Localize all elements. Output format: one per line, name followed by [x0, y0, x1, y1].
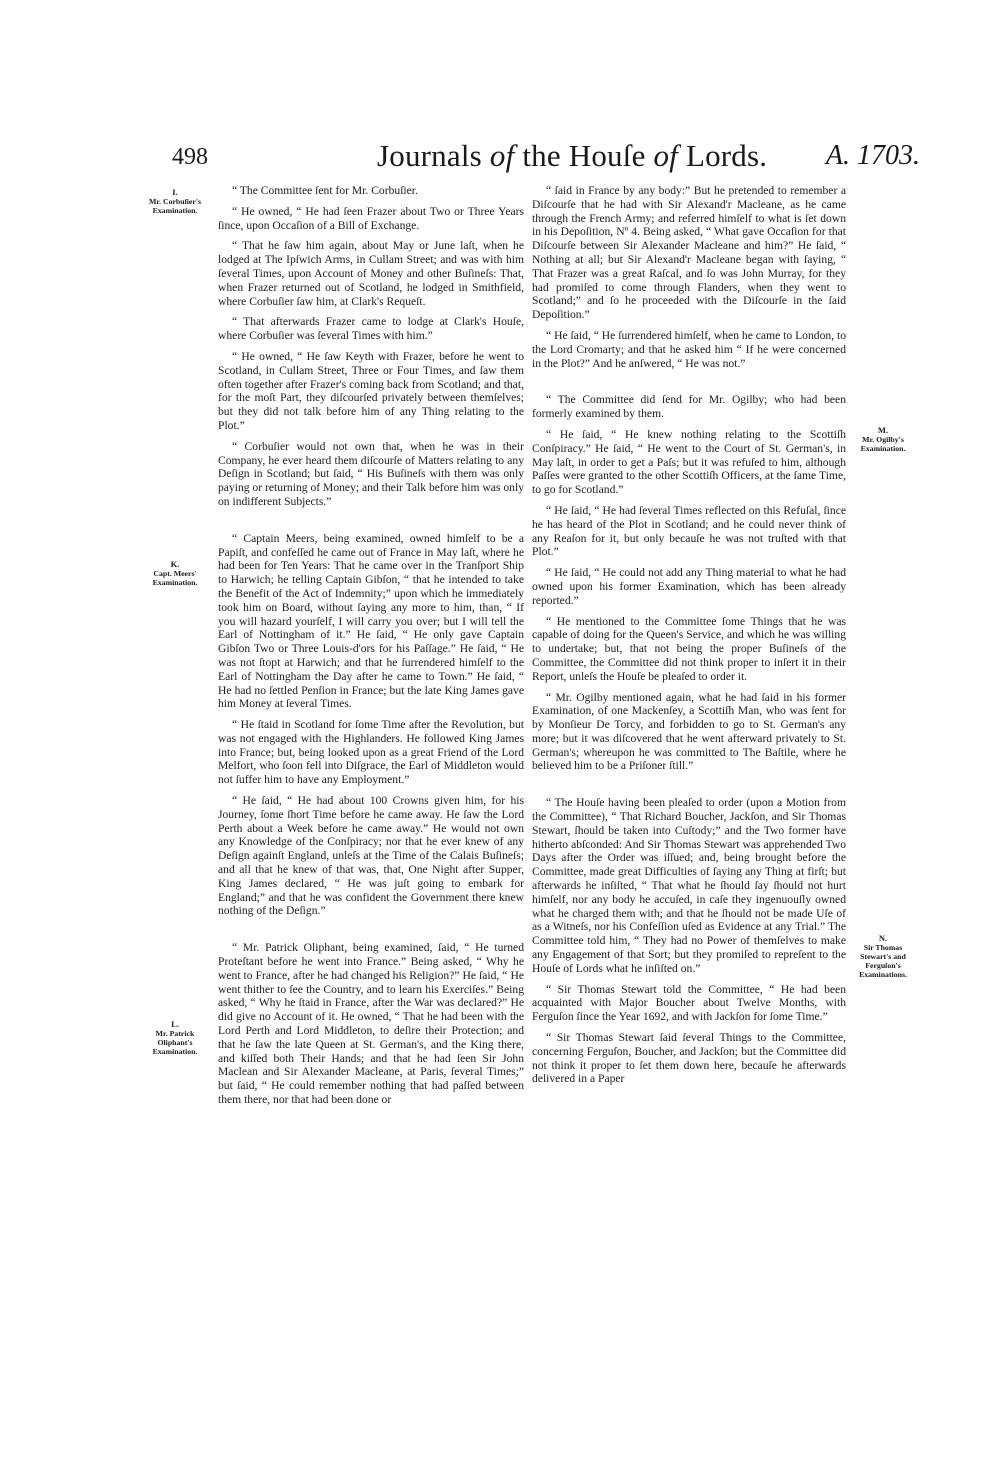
- paragraph: “ He owned, “ He had ſeen Frazer about Two or Three Years ſince, upon Occaſion of a Bill of Exchange.: [218, 204, 524, 232]
- paragraph: “ He mentioned to the Committee ſome Things that he was capable of doing for the Queen's Service, and which he was willing to undertake; but, that not being the proper Buſineſs of the Committee, the Committee did not think proper to inſert it in their Report, unleſs the Houſe be pleaſed to order it.: [532, 614, 846, 683]
- left-column: [218, 184, 524, 1114]
- paragraph: “ He ſaid, “ He had ſeveral Times reflected on this Refuſal, ſince he has heard of the Plot in Scotland; and he could never think of any Reaſon for it, but only becauſe he was not truſted with that Plot.”: [532, 503, 846, 559]
- margin-note-meers: K. Capt. Meers' Examination.: [152, 559, 198, 587]
- paragraph: “ He owned, “ He ſaw Keyth with Frazer, before he went to Scotland, in Cullam Street, Three or Four Times, and ſaw them often together after Frazer's coming back from Scotland; and that, for the moſt Part, they diſcourſed privately between themſelves; but they did not talk before him of any Thing relating to the Plot.”: [218, 349, 524, 432]
- paragraph: “ The Houſe having been pleaſed to order (upon a Motion from the Committee), “ That Richard Boucher, Jackſon, and Sir Thomas Stewart, ſhould be taken into Cuſtody;” and the Two former have hitherto abſconded: And Sir Thomas Stewart was apprehended Two Days after the Order was iſſued; and, being brought before the Committee, made great Difficulties of ſaying any Thing at firſt; but afterwards he inſiſted, “ That what he ſhould ſay ſhould not hurt himſelf, nor any body he accuſed, in caſe they ingenuouſly owned what he charged them with; and that he ſhould not be made Uſe of as a Witneſs, nor his Confeſſion uſed as Evidence at any Trial.” The Committee told him, “ They had no Power of themſelves to make any Engagement of that Sort; but they promiſed to repreſent to the Houſe of Lords what he inſiſted on.”: [532, 796, 846, 975]
- paragraph: “ Sir Thomas Stewart told the Committee, “ He had been acquainted with Major Boucher about Twelve Months, with Ferguſon ſince the Year 1692, and with Jackſon for ſome Time.”: [532, 982, 846, 1024]
- paragraph: “ He ſaid, “ He ſurrendered himſelf, when he came to London, to the Lord Cromarty; and that he asked him “ If he were concerned in the Plot?” And he anſwered, “ He was not.”: [532, 328, 846, 370]
- section-gap: [218, 516, 524, 532]
- paragraph: “ He ſaid, “ He knew nothing relating to the Scottiſh Conſpiracy.” He ſaid, “ He went to the Court of St. German's, in May laſt, in order to get a Paſs; but it was refuſed to him, although Paſſes were granted to the other Scottiſh Officers, at the ſame Time, to go for Scotland.”: [532, 427, 846, 497]
- paragraph: “ That he ſaw him again, about May or June laſt, when he lodged at The Ipſwich Arms, in Cullam Street; and was with him ſeveral Times, upon Account of Money and other Buſineſs: That, when Frazer returned out of Scotland, he lodged in Smithfield, where Corbuſier ſaw him, at Clark's Requeſt.: [218, 239, 524, 308]
- right-column: [532, 184, 846, 1093]
- page-number: 498: [172, 144, 208, 170]
- section-gap: [532, 377, 846, 393]
- paragraph: “ He ſaid, “ He could not add any Thing material to what he had owned upon his former Examination, which has been already reported.”: [532, 566, 846, 607]
- margin-note-stewart-ferguson: N. Sir Thomas Stewart's and Ferguſon's Examinations.: [859, 933, 907, 979]
- paragraph: “ Captain Meers, being examined, owned himſelf to be a Papiſt, and confeſſed he came out of France in May laſt, where he had been for Ten Years: That he came over in the Tranſport Ship to Harwich; he telling Captain Gibſon, “ that he intended to take the Benefit of the Act of Indemnity;” upon which he immediately took him on Board, without ſaying any more to him, than, “ If you will hazard yourſelf, I will carry you over; but I will tell the Earl of Nottingham of it.” He ſaid, “ He only gave Captain Gibſon Two or Three Louis-d'ors for his Paſſage.” He ſaid, “ He was not ſtopt at Harwich; and that he ſurrendered himſelf to the Earl of Nottingham the Day after he came to Town.” He ſaid, “ He had no ſettled Penſion in France; but the late King James gave him Money at ſeveral Times.: [218, 531, 524, 711]
- paragraph: “ The Committee did ſend for Mr. Ogilby; who had been formerly examined by them.: [532, 393, 846, 421]
- journal-title: Journals of the Houſe of Lords.: [377, 138, 768, 173]
- page-header: [172, 138, 920, 178]
- paragraph: “ Mr. Patrick Oliphant, being examined, ſaid, “ He turned Proteſtant before he went into France.” Being asked, “ Why he went to France, after he had changed his Religion?” He ſaid, “ He went thither to ſee the Country, and to learn his Exerciſes.” Being asked, “ Why he ſtaid in France, after the War was declared?” He did give no Account of it. He owned, “ That he had been with the Lord Perth and Lord Middleton, to deſire their Protection; and that he ſaw the late Queen at St. German's, and the King there, and kiſſed both Their Hands; and that he had ſeen Sir John Maclean and Sir Alexander Macleane, at Paris, ſeveral Times;” but ſaid, “ He could remember nothing that had paſſed between them there, nor that had been done or: [218, 941, 524, 1107]
- paragraph: “ He ſaid, “ He had about 100 Crowns given him, for his Journey, ſome ſhort Time before he came away. He ſaw the Lord Perth about a Week before he came away.” He would not own any Knowledge of the Conſpiracy; nor that he ever knew of any Deſign againſt England, unleſs at the Time of the Calais Buſineſs; and all that he knew of that was, that, One Night after Supper, King James declared, “ He was juſt going to embark for England;” and that he was confident the Government there knew nothing of the Deſign.”: [218, 794, 524, 918]
- section-gap: [218, 925, 524, 941]
- section-gap: [532, 780, 846, 796]
- paragraph: “ Mr. Ogilby mentioned again, what he had ſaid in his former Examination, of one Mackenſey, a Scottiſh Man, who was ſent for by Monſieur De Torcy, and forbidden to go to St. German's any more; but it was diſcovered that he went afterward privately to St. German's; whereupon he was committed to The Baſtile, where he believed him to be a Priſoner ſtill.”: [532, 690, 846, 773]
- margin-note-corbusier: I. Mr. Corbuſier's Examination.: [148, 187, 202, 215]
- margin-note-ogilby: M. Mr. Ogilby's Examination.: [860, 425, 906, 453]
- paragraph: “ That afterwards Frazer came to lodge at Clark's Houſe, where Corbuſier was ſeveral Times with him.”: [218, 315, 524, 343]
- paragraph: “ He ſtaid in Scotland for ſome Time after the Revolution, but was not engaged with the Highlanders. He followed King James into France; but, being looked upon as a great Friend of the Lord Melfort, who ſoon fell into Diſgrace, the Earl of Middleton would not ſuffer him to have any Employment.”: [218, 718, 524, 787]
- paragraph: “ The Committee ſent for Mr. Corbuſier.: [232, 184, 418, 197]
- margin-note-oliphant: L. Mr. Patrick Oliphant's Examination.: [152, 1019, 198, 1056]
- paragraph: “ Corbuſier would not own that, when he was in their Company, he ever heard them diſcourſe of Matters relating to any Deſign in Scotland; but ſaid, “ His Buſineſs with them was only paying or returning of Money; and their Talk before him was only on indifferent Subjects.”: [218, 439, 524, 508]
- paragraph: “ Sir Thomas Stewart ſaid ſeveral Things to the Committee, concerning Ferguſon, Boucher, and Jackſon; but the Committee did not think it proper to ſet them down here, becauſe he afterwards delivered in a Paper: [532, 1031, 846, 1086]
- year-label: A. 1703.: [825, 140, 920, 171]
- paragraph: “ ſaid in France by any body:” But he pretended to remember a Diſcourſe that he had with Sir Alexand'r Macleane, as he came through the French Army; and referred himſelf to what is ſet down in his Depoſition, Nº 4. Being asked, “ What gave Occaſion for that Diſcourſe between Sir Alexander Macleane and him?” He ſaid, “ Nothing at all; but Sir Alexand'r Macleane began with ſaying, “ That Frazer was a great Raſcal, and ſo was John Murray, for they had promiſed to come through Flanders, when they went to Scotland;” and ſo he proceeded with the Diſcourſe in the ſaid Depoſition.”: [532, 184, 846, 322]
